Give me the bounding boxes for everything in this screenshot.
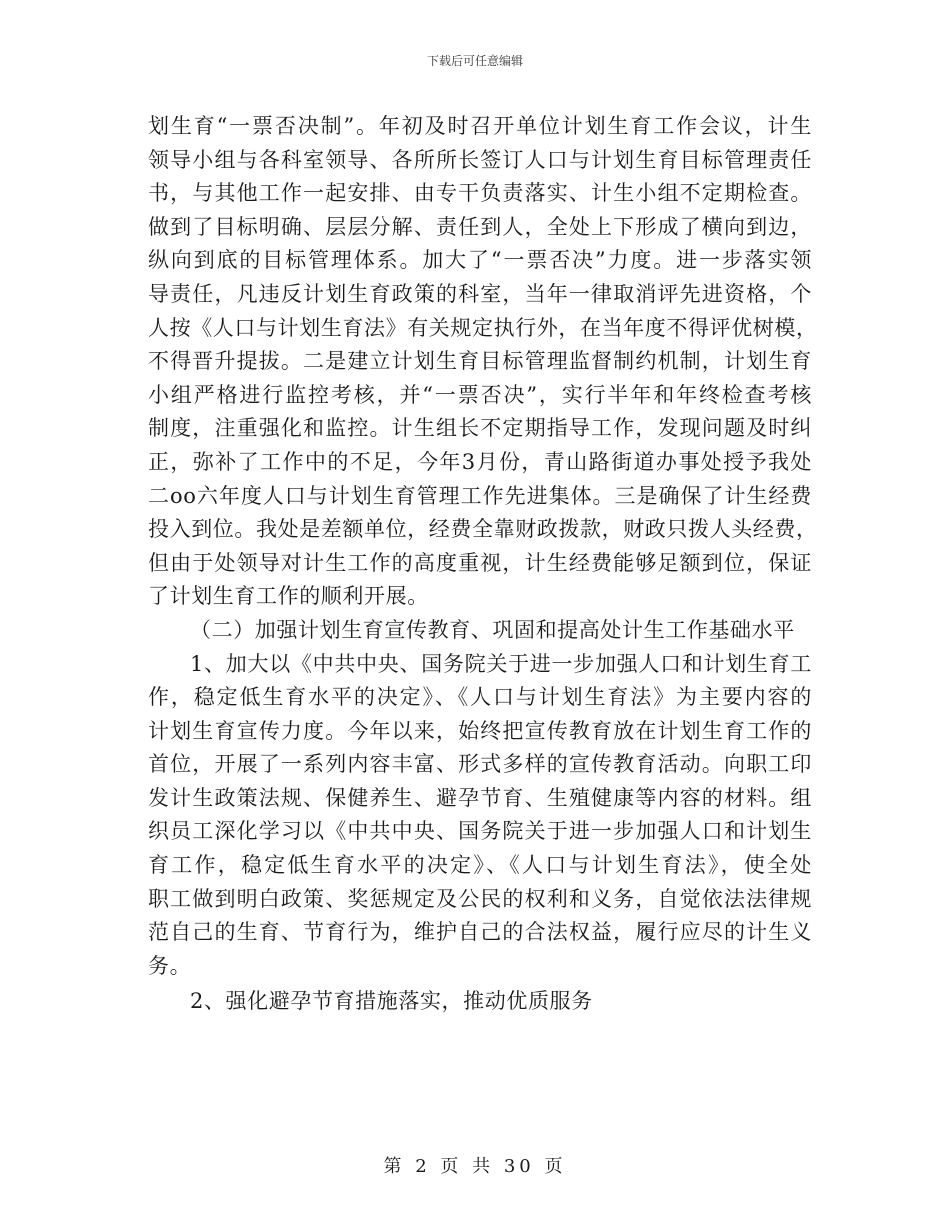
text-line: 1、加大以《中共中央、国务院关于进一步加强人口和计划生育工 [190, 651, 812, 676]
text-line: 制度，注重强化和监控。计生组长不定期指导工作，发现问题及时纠 [148, 416, 812, 441]
text-line: 做到了目标明确、层层分解、责任到人，全处上下形成了横向到边， [148, 214, 812, 239]
text-line: 书，与其他工作一起安排、由专干负责落实、计生小组不定期检查。 [148, 181, 812, 206]
text-line: 发计生政策法规、保健养生、避孕节育、生殖健康等内容的材料。组 [148, 785, 812, 810]
text-line: 不得晋升提拔。二是建立计划生育目标管理监督制约机制，计划生育 [148, 349, 812, 374]
page-number-footer: 第 2 页 共 30 页 [383, 1156, 567, 1177]
text-line: 首位，开展了一系列内容丰富、形式多样的宣传教育活动。向职工印 [148, 752, 812, 777]
text-line: 了计划生育工作的顺利开展。 [148, 584, 429, 609]
text-line: 投入到位。我处是差额单位，经费全靠财政拨款，财政只拨人头经费， [148, 517, 818, 542]
text-line: 纵向到底的目标管理体系。加大了“一票否决”力度。进一步落实领 [148, 248, 812, 273]
text-line: 务。 [148, 953, 192, 978]
text-line: 2、强化避孕节育措施落实，推动优质服务 [190, 989, 593, 1014]
text-line: 划生育“一票否决制”。年初及时召开单位计划生育工作会议，计生 [148, 114, 812, 138]
text-line: 导责任，凡违反计划生育政策的科室，当年一律取消评先进资格，个 [148, 281, 812, 306]
text-line: 二oo六年度人口与计划生育管理工作先进集体。三是确保了计生经费 [148, 483, 812, 508]
text-line: 人按《人口与计划生育法》有关规定执行外，在当年度不得评优树模， [148, 315, 818, 340]
text-line: 但由于处领导对计生工作的高度重视，计生经费能够足额到位，保证 [148, 550, 812, 575]
text-line: 计划生育宣传力度。今年以来，始终把宣传教育放在计划生育工作的 [148, 718, 812, 743]
text-line: （二）加强计划生育宣传教育、巩固和提高处计生工作基础水平 [190, 617, 795, 642]
text-line: 作，稳定低生育水平的决定》、《人口与计划生育法》为主要内容的 [148, 685, 812, 710]
text-line: 育工作，稳定低生育水平的决定》、《人口与计划生育法》，使全处 [148, 853, 812, 878]
text-line: 织员工深化学习以《中共中央、国务院关于进一步加强人口和计划生 [148, 819, 812, 844]
document-body [148, 110, 818, 1019]
page-header-note: 下载后可任意编辑 [426, 54, 523, 68]
text-line: 正，弥补了工作中的不足，今年3月份，青山路街道办事处授予我处 [148, 449, 812, 474]
text-line: 范自己的生育、节育行为，维护自己的合法权益，履行应尽的计生义 [148, 920, 812, 945]
text-line: 小组严格进行监控考核，并“一票否决”，实行半年和年终检查考核 [148, 382, 812, 407]
text-line: 职工做到明白政策、奖惩规定及公民的权利和义务，自觉依法法律规 [148, 886, 812, 911]
text-line: 领导小组与各科室领导、各所所长签订人口与计划生育目标管理责任 [148, 147, 812, 172]
